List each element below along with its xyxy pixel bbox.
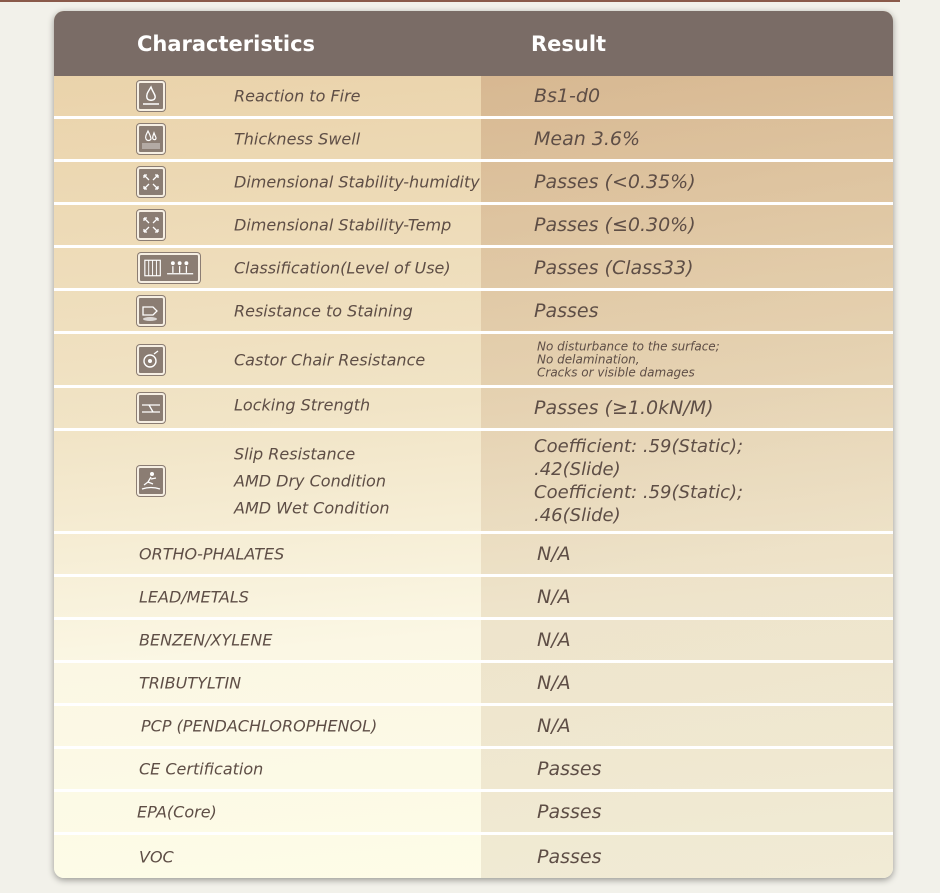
result-line: Coefficient: .59(Static); — [534, 482, 744, 503]
row-label — [234, 441, 390, 522]
fire-icon — [137, 81, 165, 111]
row-result: Passes — [537, 801, 602, 823]
row-result: N/A — [537, 629, 571, 651]
table-row — [54, 792, 893, 835]
row-label: VOC — [139, 847, 174, 866]
label-line: AMD Wet Condition — [234, 498, 390, 518]
table-row — [54, 431, 893, 534]
expand-arrows-icon — [137, 210, 165, 240]
label-line: Slip Resistance — [234, 444, 356, 464]
expand-arrows-icon — [137, 167, 165, 197]
row-label: BENZEN/XYLENE — [139, 630, 273, 650]
row-result: Passes (≤0.30%) — [534, 214, 696, 236]
row-result: N/A — [537, 715, 571, 737]
table-row — [54, 291, 893, 334]
table-row — [54, 620, 893, 663]
classification-icon — [138, 253, 200, 283]
row-label: Thickness Swell — [234, 129, 361, 149]
locking-icon — [137, 393, 165, 423]
row-label: PCP (PENDACHLOROPHENOL) — [141, 716, 378, 736]
table-row — [54, 749, 893, 792]
table-row — [54, 76, 893, 119]
slip-icon — [137, 466, 165, 496]
row-label: Castor Chair Resistance — [234, 350, 426, 369]
header-result: Result — [531, 32, 607, 56]
water-drop-icon — [137, 124, 165, 154]
row-label: Dimensional Stability-Temp — [234, 215, 452, 235]
result-line: Cracks or visible damages — [537, 365, 695, 379]
top-rule — [0, 0, 900, 2]
row-result — [534, 435, 743, 527]
row-label: Locking Strength — [234, 395, 371, 415]
table-row — [54, 119, 893, 162]
result-line: No disturbance to the surface; — [537, 339, 720, 353]
row-result: N/A — [537, 543, 571, 565]
row-result: Passes — [537, 758, 602, 780]
castor-wheel-icon — [137, 345, 165, 375]
table-row — [54, 248, 893, 291]
table-row — [54, 205, 893, 248]
row-label: Classification(Level of Use) — [234, 258, 451, 278]
row-label: TRIBUTYLTIN — [139, 673, 242, 693]
stain-icon — [137, 296, 165, 326]
result-line: Coefficient: .59(Static); — [534, 436, 744, 457]
row-result: N/A — [537, 672, 571, 694]
table-row — [54, 663, 893, 706]
result-line: .46(Slide) — [534, 505, 621, 526]
row-result: Passes (≥1.0kN/M) — [534, 397, 714, 419]
row-result: Passes — [534, 300, 599, 322]
row-result: Mean 3.6% — [534, 128, 641, 150]
table-row — [54, 388, 893, 431]
table-row — [54, 577, 893, 620]
row-label: Dimensional Stability-humidity — [234, 172, 480, 192]
table-row — [54, 706, 893, 749]
row-result — [537, 340, 720, 379]
row-label: Reaction to Fire — [234, 86, 361, 106]
row-label: CE Certification — [139, 759, 264, 779]
result-line: .42(Slide) — [534, 459, 621, 480]
row-result: Passes (Class33) — [534, 257, 694, 279]
label-line: AMD Dry Condition — [234, 471, 386, 491]
header-characteristics: Characteristics — [137, 32, 316, 56]
row-result: N/A — [537, 586, 571, 608]
table-body — [54, 76, 893, 878]
row-label: ORTHO-PHALATES — [139, 544, 285, 564]
table-header — [54, 11, 893, 76]
result-line: No delamination, — [537, 352, 640, 366]
row-label: EPA(Core) — [137, 802, 217, 822]
row-result: Passes (<0.35%) — [534, 171, 696, 193]
characteristics-table — [54, 11, 893, 878]
row-result: Bs1-d0 — [534, 85, 601, 107]
table-row — [54, 162, 893, 205]
table-row — [54, 334, 893, 388]
row-result: Passes — [537, 845, 602, 868]
row-label: LEAD/METALS — [139, 587, 249, 607]
table-row — [54, 835, 893, 878]
row-label: Resistance to Staining — [234, 301, 413, 321]
table-row — [54, 534, 893, 577]
